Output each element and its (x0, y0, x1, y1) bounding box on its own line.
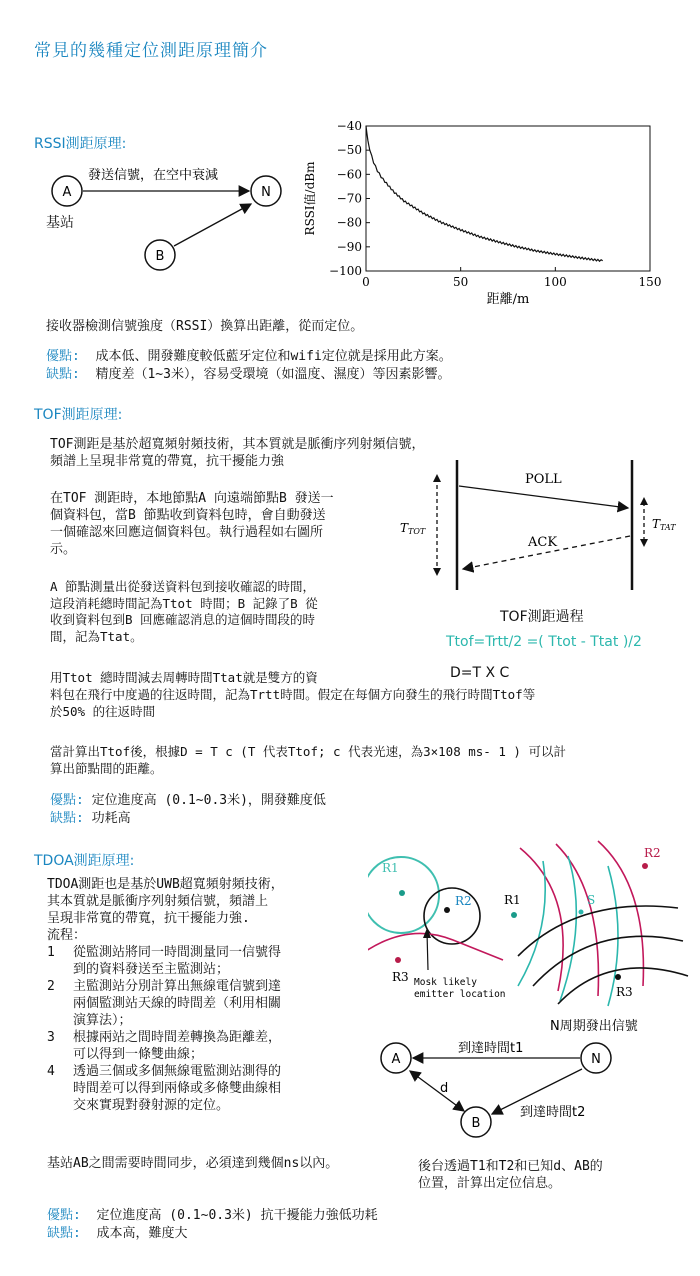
cons-text: 精度差（1~3米），容易受環境（如溫度、濕度）等因素影響。 (95, 367, 451, 382)
rssi-description: 接收器檢測信號強度（RSSI）換算出距離，從而定位。 (46, 319, 364, 334)
pros-label: 優點: (47, 1208, 81, 1223)
r1-label: R1 (382, 861, 399, 875)
ttat-label: TTAT (652, 517, 676, 532)
a-b-distance-arrow (410, 1071, 464, 1111)
t2-label: 到達時間t2 (520, 1105, 586, 1120)
tdoa-heading: TDOA測距原理: (34, 853, 135, 869)
r1b-label: R1 (504, 893, 521, 907)
tof-heading: TOF測距原理: (34, 407, 123, 423)
cons-label: 缺點: (50, 811, 84, 826)
tof-p5-line2: 算出節點間的距離。 (50, 761, 163, 776)
tof-p3 (50, 579, 318, 645)
r3-label: R3 (392, 970, 409, 984)
pros-label: 優點: (46, 349, 80, 364)
poll-label: POLL (525, 472, 562, 487)
rssi-cons (46, 366, 450, 383)
y-tick-label: −60 (336, 167, 362, 182)
step-line: 可以得到一條雙曲線； (73, 1047, 204, 1062)
step-line: 根據兩站之間時間差轉換為距離差， (73, 1030, 282, 1045)
timing-node-n-label: N (591, 1052, 601, 1067)
tof-p2-line: 一個確認來回應這個資料包。執行過程如右圖所 (50, 525, 324, 540)
timing-node-b-label: B (471, 1116, 481, 1131)
r3b-dot (615, 974, 621, 980)
x-tick-label: 50 (453, 275, 469, 289)
ttot-label: TTOT (400, 521, 426, 536)
step-number: 2 (47, 979, 55, 994)
rssi-chart (300, 112, 670, 312)
base-station-label: 基站 (46, 215, 74, 231)
tdoa-hyperbola-figure (498, 836, 698, 1011)
tof-p1-line1: TOF測距是基於超寬頻射頻技術，其本質就是脈衝序列射頻信號， (50, 437, 425, 452)
cons-text: 成本高，難度大 (96, 1226, 188, 1241)
tdoa-pros (47, 1207, 378, 1224)
tdoa-steps (47, 944, 347, 1114)
step-line: 主監測站分別計算出無線電信號到達 (73, 979, 282, 994)
tof-pros (50, 792, 326, 809)
n-period-label: N周期發出信號 (550, 1019, 638, 1034)
step-line: 交來實現對發射源的定位。 (73, 1098, 230, 1113)
poll-arrow (459, 486, 628, 508)
tof-p2-line: 個資料包，當B 節點收到資料包時，會自動發送 (50, 508, 326, 523)
tof-formula-distance: D=T X C (450, 665, 510, 681)
plot-frame (366, 126, 650, 271)
r3-dot (395, 957, 401, 963)
tof-p5-line1: 當計算出Ttof後，根據D = T c (T 代表Ttof; c 代表光速，為3×108 ms- 1 ) 可以計 (50, 744, 566, 759)
timing-node-a-label: A (391, 1052, 401, 1067)
tof-p3-line: A 節點測量出從發送資料包到接收確認的時間， (50, 579, 316, 594)
hyperbola-teal-1 (518, 861, 545, 986)
t1-label: 到達時間t1 (458, 1041, 524, 1056)
step-line: 演算法）； (73, 1013, 132, 1028)
r3b-label: R3 (616, 985, 633, 999)
ttot-arrow-down (433, 568, 441, 576)
tof-p4-line2: 料包在飛行中度過的往返時間，記為Trtt時間。假定在每個方向發生的飛行時間Ttof等 (50, 687, 536, 702)
step-number: 4 (47, 1064, 55, 1079)
r2-dot (444, 907, 450, 913)
r1-dot (399, 890, 405, 896)
rssi-curve (366, 126, 603, 261)
intersection-dot (579, 910, 584, 915)
step-line: 到的資料發送至主監測站； (73, 962, 230, 977)
emitter-label-line2: emitter location (414, 989, 506, 1000)
r2-label: R2 (455, 894, 472, 908)
tof-diagram (395, 450, 690, 590)
tof-diagram-caption: TOF測距過程 (500, 609, 584, 625)
chart-ticks (329, 119, 661, 289)
chart-xlabel: 距離/m (486, 292, 530, 307)
tof-p4-line3: 於50% 的往返時間 (50, 704, 156, 719)
ttat-arrow-down (640, 539, 648, 547)
step-number: 1 (47, 945, 55, 960)
step-item (47, 978, 347, 1029)
y-tick-label: −100 (329, 264, 362, 278)
pros-text: 定位進度高 (0.1~0.3米) 抗干擾能力強低功耗 (96, 1208, 378, 1223)
hyperbola-black-2 (533, 936, 683, 986)
rssi-pros (46, 348, 452, 365)
node-a-label: A (62, 185, 72, 200)
cons-label: 缺點: (47, 1226, 81, 1241)
d-label: d (440, 1081, 449, 1096)
tdoa-p1-line: 呈現非常寬的帶寬，抗干擾能力強. (47, 911, 250, 926)
tdoa-p1-line: TDOA測距也是基於UWB超寬頻射頻技術， (47, 877, 284, 892)
tdoa-p1-line: 其本質就是脈衝序列射頻信號，頻譜上 (47, 894, 269, 909)
x-tick-label: 150 (638, 275, 662, 289)
tdoa-p1 (47, 876, 284, 944)
ttat-arrow-up (640, 497, 648, 505)
node-n-label: N (261, 185, 271, 200)
flow-label: 流程： (47, 928, 87, 943)
tof-p4-line1: 用Ttot 總時間減去周轉時間Ttat就是雙方的資 (50, 670, 318, 685)
rssi-heading: RSSI測距原理: (34, 136, 127, 152)
step-item (47, 944, 347, 978)
hyperbola-red-2 (556, 844, 598, 996)
y-tick-label: −80 (336, 215, 362, 230)
emitter-label-line1: Mosk likely (414, 977, 477, 988)
r2b-dot (642, 863, 648, 869)
tof-formula: Ttof=Trtt/2 =( Ttot - Ttat )/2 (446, 634, 642, 650)
y-tick-label: −50 (336, 143, 362, 158)
arrow-label: 發送信號，在空中衰減 (88, 168, 219, 183)
cons-text: 功耗高 (91, 811, 131, 826)
rssi-diagram (40, 160, 300, 275)
r3-hyperbola (368, 933, 503, 960)
timing-caption (418, 1158, 603, 1192)
tof-p3-line: 這段消耗總時間記為Ttot 時間；B 記錄了B 從 (50, 595, 318, 611)
x-tick-label: 0 (362, 275, 370, 289)
b-to-n-arrow (174, 204, 251, 246)
tdoa-cons (47, 1225, 188, 1242)
tof-p2 (50, 490, 334, 558)
ack-label: ACK (528, 535, 558, 550)
r1b-dot (511, 912, 517, 918)
timing-caption-line: 位置，計算出定位信息。 (418, 1176, 562, 1191)
timing-caption-line: 後台透過T1和T2和已知d、AB的 (418, 1159, 603, 1174)
s-label: S (587, 893, 596, 907)
step-item (47, 1063, 347, 1114)
tof-p1-line2: 頻譜上呈現非常寬的帶寬，抗干擾能力強 (50, 454, 285, 469)
tof-p2-line: 在TOF 測距時，本地節點A 向遠端節點B 發送一 (50, 491, 334, 506)
ttot-arrow-up (433, 474, 441, 482)
step-line: 從監測站將同一時間測量同一信號得 (73, 945, 282, 960)
tof-cons (50, 810, 131, 827)
y-tick-label: −40 (336, 119, 362, 133)
chart-axes (366, 126, 650, 271)
y-tick-label: −90 (336, 239, 362, 254)
hyperbola-red-3 (598, 841, 643, 986)
chart-ylabel: RSSI值/dBm (303, 161, 317, 236)
node-b-label: B (155, 249, 165, 264)
step-line: 兩個監測站天線的時間差（利用相關 (73, 996, 282, 1011)
tdoa-circles-figure (368, 850, 518, 1005)
tof-p2-line: 示。 (50, 542, 77, 557)
tof-p3-line: 收到資料包到B 回應確認消息的這個時間段的時 (50, 612, 316, 627)
tdoa-timing-diagram (370, 1016, 660, 1144)
page-title: 常見的幾種定位測距原理簡介 (34, 41, 268, 61)
pros-text: 成本低、開發難度較低藍牙定位和wifi定位就是採用此方案。 (95, 349, 452, 364)
y-tick-label: −70 (336, 191, 362, 206)
cons-label: 缺點: (46, 367, 80, 382)
step-item (47, 1029, 347, 1063)
pros-label: 優點: (50, 793, 84, 808)
step-line: 時間差可以得到兩條或多條雙曲線相 (73, 1081, 282, 1096)
r2b-label: R2 (644, 846, 661, 860)
step-number: 3 (47, 1030, 55, 1045)
step-line: 透過三個或多個無線電監測站測得的 (73, 1064, 282, 1079)
pros-text: 定位進度高 (0.1~0.3米)，開發難度低 (91, 793, 326, 808)
x-tick-label: 100 (543, 275, 567, 289)
sync-note: 基站AB之間需要時間同步，必須達到幾個ns以內。 (47, 1156, 339, 1171)
tof-p3-line: 間，記為Ttat。 (50, 628, 143, 644)
